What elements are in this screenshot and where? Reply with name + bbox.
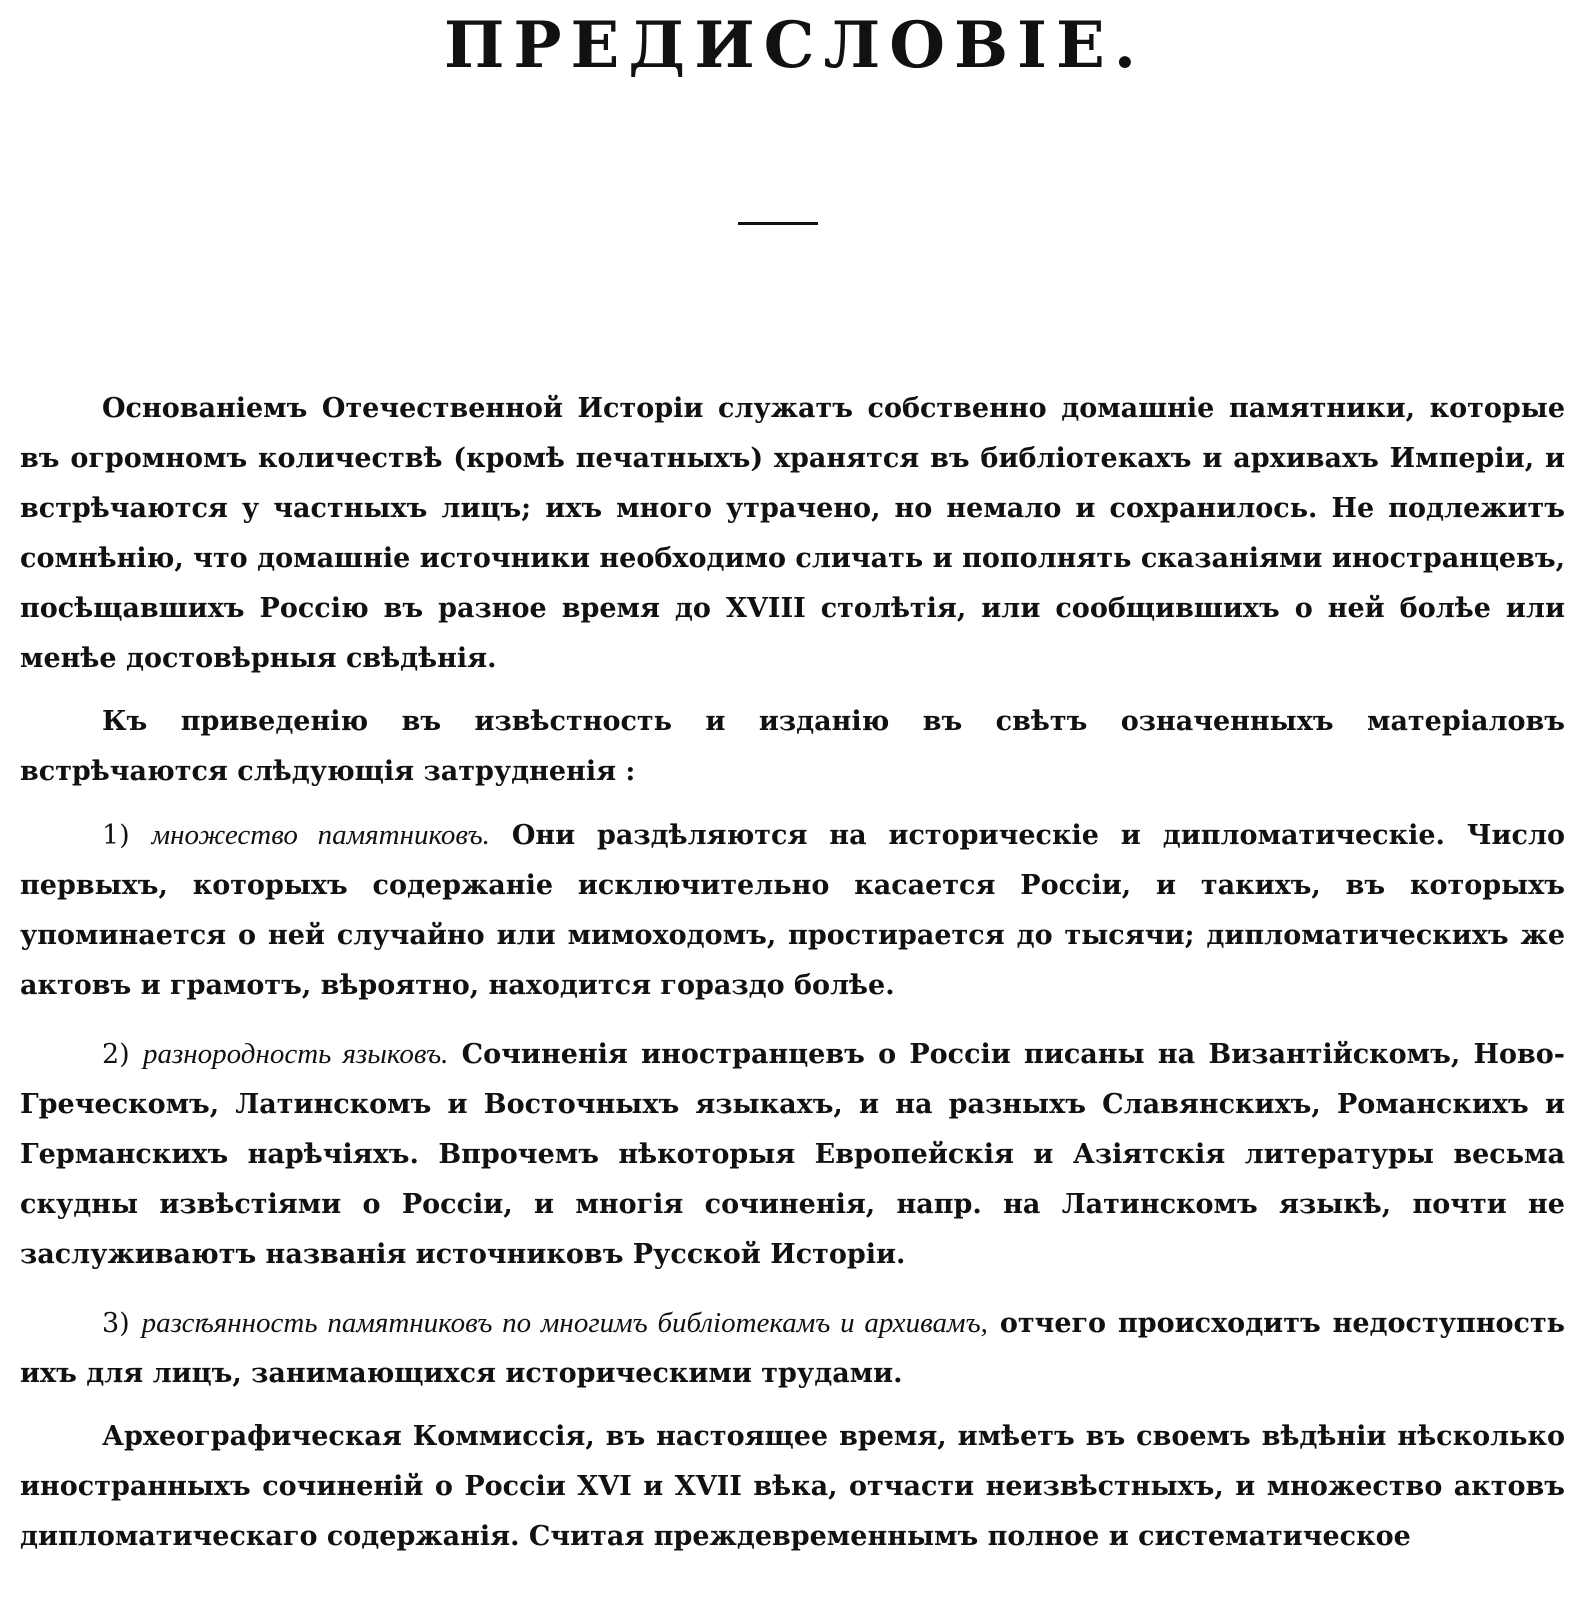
difficulty-heading: разсѣянность памятниковъ по многимъ библіотекамъ и архивамъ, <box>141 1307 988 1339</box>
body-text <box>20 384 1565 1575</box>
difficulty-text: Сочиненія иностранцевъ о Россіи писаны на Византійскомъ, Ново-Греческомъ, Латинскомъ и Восточныхъ языкахъ, и на разныхъ Славянскихъ, Романскихъ и Германскихъ нарѣчіяхъ. Впрочемъ нѣкоторыя Европейскія и Азіятскія литературы весьма скудны извѣстіями о Россіи, и многія сочиненія, напр. на Латинскомъ языкѣ, почти не заслуживаютъ названія источниковъ Русской Исторіи. <box>20 1039 1565 1270</box>
difficulty-text: отчего происходитъ недоступность ихъ для лицъ, занимающихся историческими трудами. <box>20 1308 1566 1389</box>
difficulty-number: 2) <box>102 1039 130 1070</box>
paragraph-difficulties-intro: Къ приведенію въ извѣстность и изданію въ свѣтъ означенныхъ матеріаловъ встрѣчаются слѣдующія затрудненія : <box>20 706 1565 787</box>
paragraph-introduction: Основаніемъ Отечественной Исторіи служатъ собственно домашніе памятники, которые въ огромномъ количествѣ (кромѣ печатныхъ) хранятся въ библіотекахъ и архивахъ Имперіи, и встрѣчаются у частныхъ лицъ; ихъ много утрачено, но немало и сохранилось. Не подлежитъ сомнѣнію, что домашніе источники необходимо сличать и пополнять сказаніями иностранцевъ, посѣщавшихъ Россію въ разное время до XVIII столѣтія, или сообщившихъ о ней болѣе или менѣе достовѣрныя свѣдѣнія. <box>20 393 1565 674</box>
difficulty-item-1 <box>20 810 1565 1011</box>
page-title: ПРЕДИСЛОВІЕ. <box>443 8 1146 83</box>
difficulty-heading: множество памятниковъ. <box>151 819 490 851</box>
difficulty-item-3 <box>20 1298 1565 1399</box>
title-divider <box>738 222 818 225</box>
difficulty-text: Они раздѣляются на историческіе и дипломатическіе. Число первыхъ, которыхъ содержаніе исключительно касается Россіи, и такихъ, въ которыхъ упоминается о ней случайно или мимоходомъ, простирается до тысячи; дипломатическихъ же актовъ и грамотъ, вѣроятно, находится гораздо болѣе. <box>20 820 1566 1001</box>
difficulty-item-2 <box>20 1029 1565 1280</box>
difficulty-heading: разнородность языковъ. <box>142 1038 449 1070</box>
difficulty-number: 1) <box>102 820 130 851</box>
paragraph-commission: Археографическая Коммиссія, въ настоящее время, имѣетъ въ своемъ вѣдѣніи нѣсколько иностранныхъ сочиненій о Россіи XVI и XVII вѣка, отчасти неизвѣстныхъ, и множество актовъ дипломатическаго содержанія. Считая преждевременнымъ полное и систематическое <box>20 1421 1565 1552</box>
difficulty-number: 3) <box>102 1308 130 1339</box>
